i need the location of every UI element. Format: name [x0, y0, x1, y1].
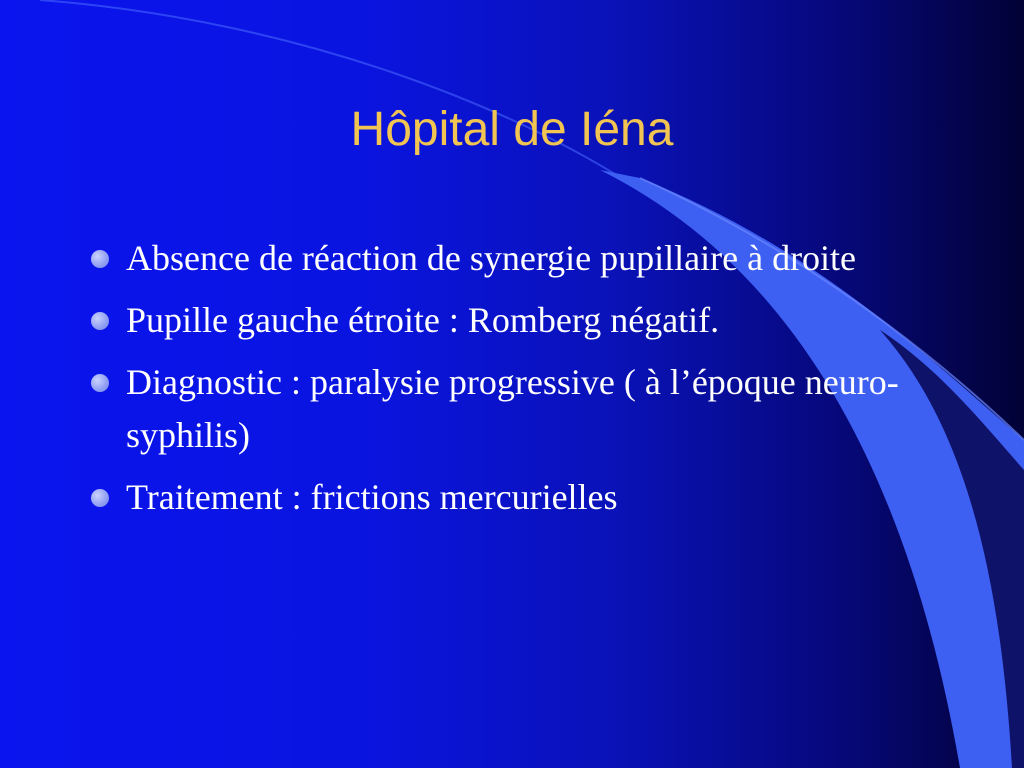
bullet-item [88, 294, 958, 347]
bullet-item [88, 356, 958, 462]
bullet-dot-icon [91, 312, 109, 330]
bullet-text: Pupille gauche étroite : Romberg négatif. [126, 300, 720, 340]
bullet-dot-icon [91, 250, 109, 268]
bullet-item [88, 471, 958, 524]
bullet-item [88, 232, 958, 285]
bullet-text: Diagnostic : paralysie progressive ( à l’époque neuro-syphilis) [126, 362, 899, 455]
bullet-text: Absence de réaction de synergie pupillaire à droite [126, 238, 857, 278]
bullet-text: Traitement : frictions mercurielles [126, 477, 618, 517]
slide-title: Hôpital de Iéna [350, 103, 674, 156]
bullet-dot-icon [91, 374, 109, 392]
bullet-dot-icon [91, 489, 109, 507]
bullet-list [88, 232, 958, 533]
